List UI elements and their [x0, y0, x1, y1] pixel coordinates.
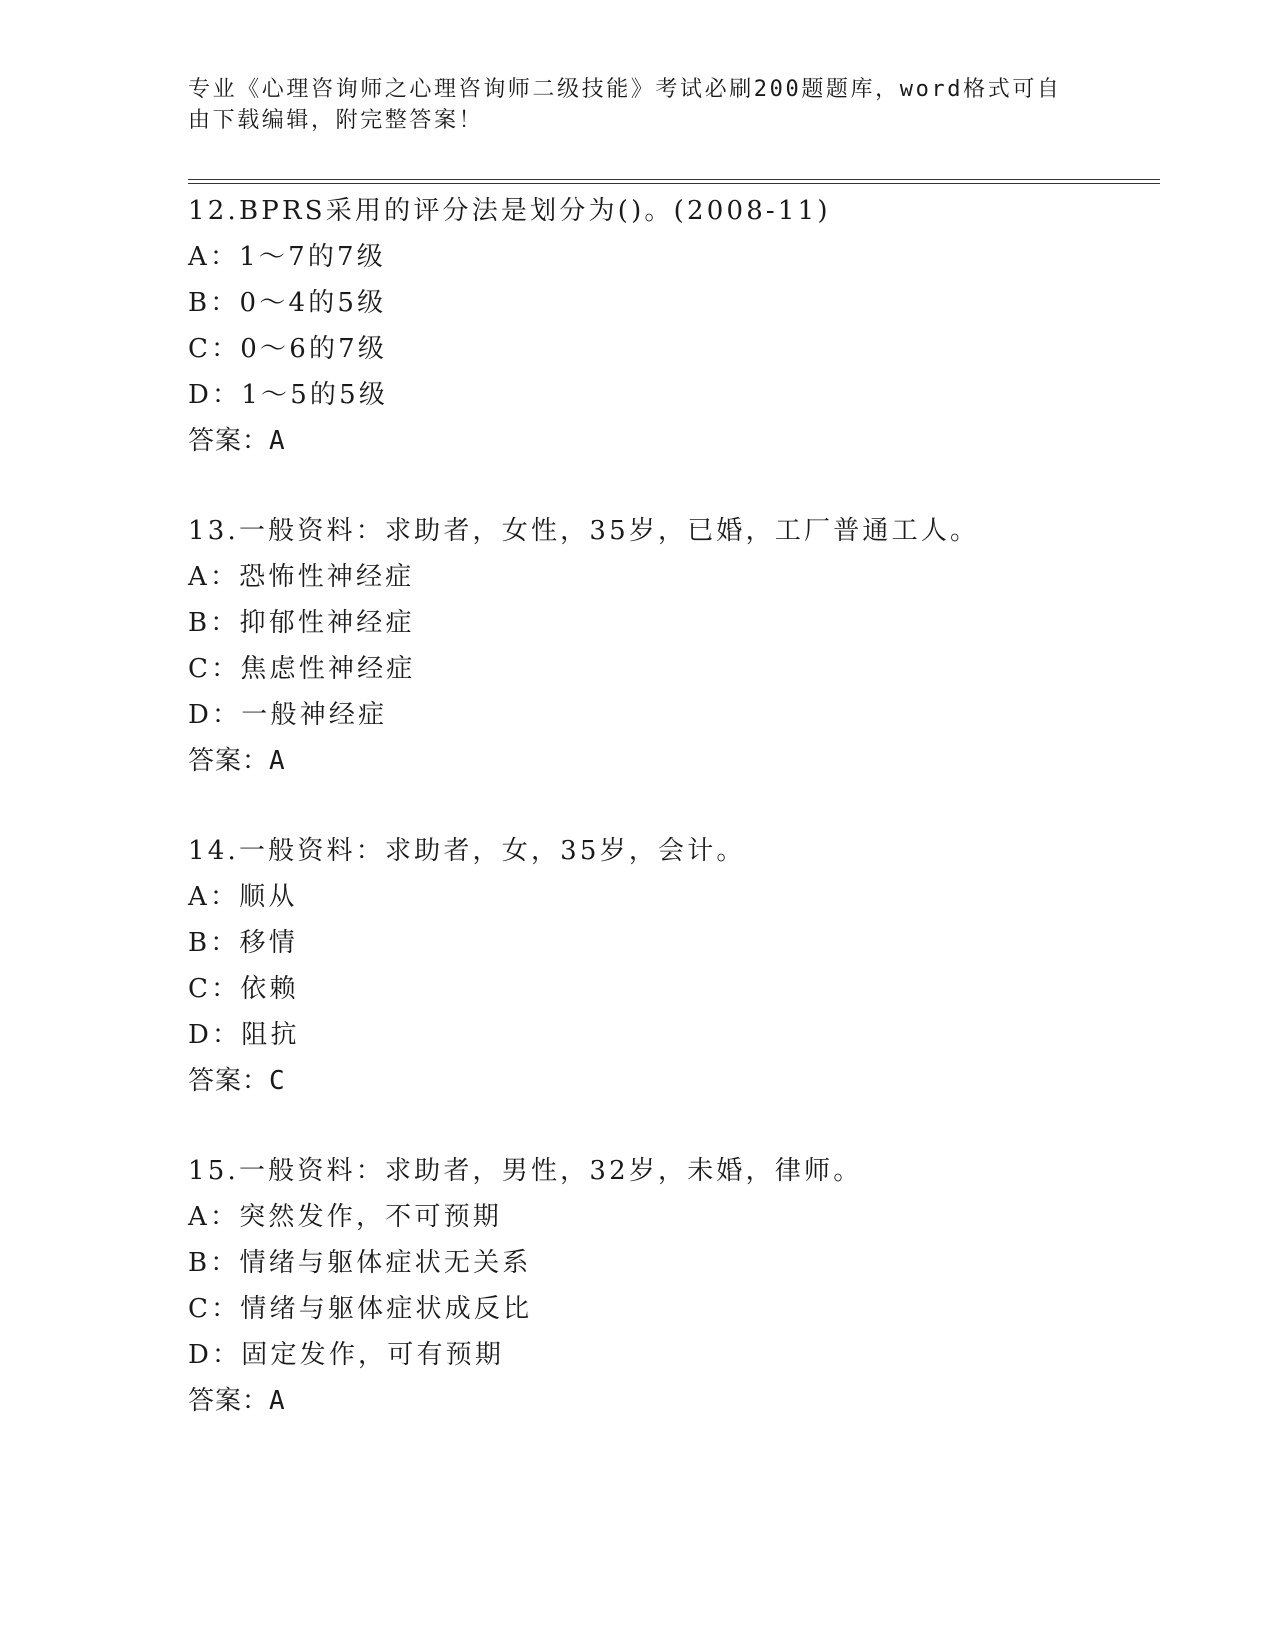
answer-line: 答案：A	[188, 746, 286, 776]
option-d: D：一般神经症	[188, 700, 388, 730]
option-a: A：恐怖性神经症	[188, 562, 415, 592]
option-c: C：情绪与躯体症状成反比	[188, 1294, 533, 1324]
option-c: C：焦虑性神经症	[188, 654, 416, 684]
question-14	[188, 828, 1188, 1104]
answer-line: 答案：A	[188, 426, 286, 456]
option-d: D：阻抗	[188, 1020, 300, 1050]
option-c: C：依赖	[188, 974, 299, 1004]
question-stem: 12.BPRS采用的评分法是划分为()。(2008-11)	[188, 196, 831, 226]
option-b: B：抑郁性神经症	[188, 608, 415, 638]
option-c: C：0～6的7级	[188, 334, 388, 364]
question-15	[188, 1148, 1188, 1424]
question-stem: 14.一般资料：求助者，女，35岁，会计。	[188, 836, 746, 866]
document-header	[188, 74, 1088, 136]
question-stem: 13.一般资料：求助者，女性，35岁，已婚，工厂普通工人。	[188, 516, 980, 546]
option-b: B：0～4的5级	[188, 288, 387, 318]
option-b: B：情绪与躯体症状无关系	[188, 1248, 532, 1278]
header-line-1: 专业《心理咨询师之心理咨询师二级技能》考试必刷200题题库，word格式可自	[188, 77, 1062, 102]
question-stem: 15.一般资料：求助者，男性，32岁，未婚，律师。	[188, 1156, 863, 1186]
option-b: B：移情	[188, 928, 298, 958]
option-d: D：1～5的5级	[188, 380, 389, 410]
question-12	[188, 188, 1188, 464]
question-13	[188, 508, 1188, 784]
option-d: D：固定发作，可有预期	[188, 1340, 505, 1370]
option-a: A：顺从	[188, 882, 298, 912]
header-divider-bottom	[188, 183, 1160, 184]
header-line-2: 由下载编辑，附完整答案！	[188, 108, 484, 133]
option-a: A：突然发作，不可预期	[188, 1202, 502, 1232]
option-a: A：1～7的7级	[188, 242, 387, 272]
answer-line: 答案：A	[188, 1386, 286, 1416]
answer-line: 答案：C	[188, 1066, 286, 1096]
header-divider-top	[188, 179, 1160, 180]
